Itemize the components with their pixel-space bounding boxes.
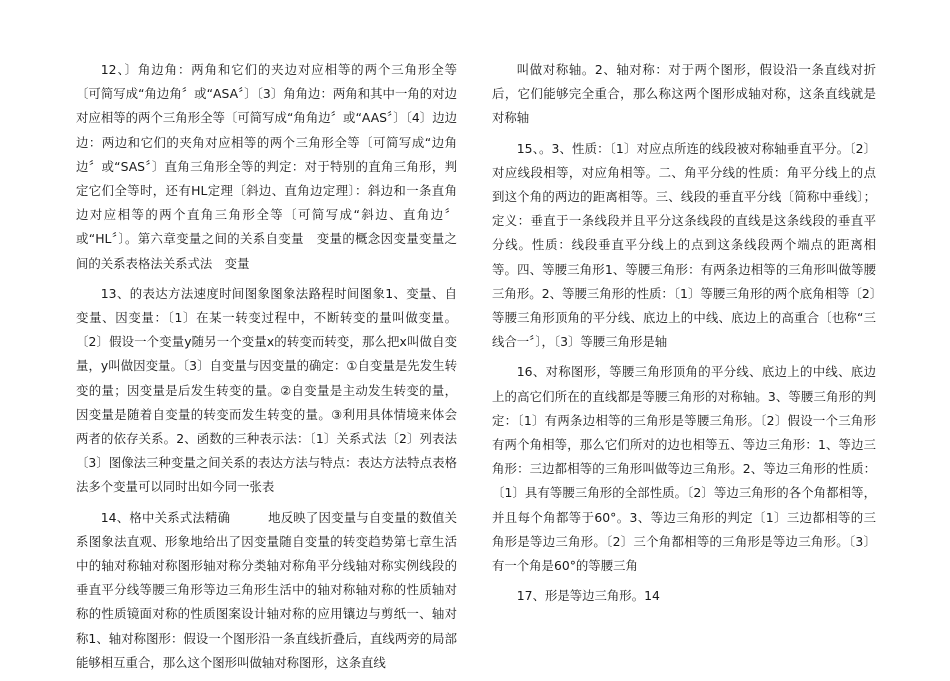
paragraph-14: 14、格中关系式法精确 地反映了因变量与自变量的数值关系图象法直观、形象地给出了因变量随自变量的转变趋势第七章生活中的轴对称轴对称图形轴对称分类轴对称角平分线轴对称实例线段的垂直平分线等腰三角形等边三角形生活中的轴对称轴对称的性质轴对称的性质镜面对称的性质图案设计轴对称的应用镶边与剪纸一、轴对称1、轴对称图形：假设一个图形沿一条直线折叠后，直线两旁的局部能够相互重合，那么这个图形叫做轴对称图形，这条直线 <box>76 509 457 670</box>
paragraph-13: 13、的表达方法速度时间图象图象法路程时间图象1、变量、自变量、因变量：〔1〕在某一转变过程中，不断转变的量叫做变量。〔2〕假设一个变量y随另一个变量x的转变而转变，那么把x叫做自变量，y叫做因变量。〔3〕自变量与因变量的确定：①自变量是先发生转变的量；因变量是后发生转变的量。②自变量是主动发生转变的量，因变量是随着自变量的转变而发生转变的量。③利用具体情境来体会两者的依存关系。2、函数的三种表示法：〔1〕关系式法〔2〕列表法〔3〕图像法三种变量之间关系的表达方法与特点：表达方法特点表格法多个变量可以同时出如今同一张表 <box>76 285 457 495</box>
paragraph-12: 12、〕角边角：两角和它们的夹边对应相等的两个三角形全等〔可简写成“角边角〞或“ASA〞〕〔3〕角角边：两角和其中一角的对边对应相等的两个三角形全等〔可简写成“角角边〞或“AAS〞〕〔4〕边边边：两边和它们的夹角对应相等的两个三角形全等〔可简写成“边角边〞或“SAS〞〕直角三角形全等的判定：对于特别的直角三角形，判定它们全等时，还有HL定理〔斜边、直角边定理〕：斜边和一条直角边对应相等的两个直角三角形全等〔可简写成“斜边、直角边〞或“HL〞〕。第六章变量之间的关系自变量 变量的概念因变量变量之间的关系表格法关系式法 变量 <box>76 62 457 271</box>
paragraph-16: 16、对称图形，等腰三角形顶角的平分线、底边上的中线、底边上的高它们所在的直线都是等腰三角形的对称轴。3、等腰三角形的判定：〔1〕有两条边相等的三角形是等腰三角形。〔2〕假设一个三角形有两个角相等，那么它们所对的边也相等五、等边三角形：1、等边三角形：三边都相等的三角形叫做等边三角形。2、等边三角形的性质：〔1〕具有等腰三角形的全部性质。〔2〕等边三角形的各个角都相等，并且每个角都等于60°。3、等边三角形的判定〔1〕三边都相等的三角形是等边三角形。〔2〕三个角都相等的三角形是等边三角形。〔3〕有一个角是60°的等腰三角 <box>492 364 876 574</box>
left-column <box>76 58 457 681</box>
paragraph-14-continued: 叫做对称轴。2、轴对称：对于两个图形，假设沿一条直线对折后，它们能够完全重合，那么称这两个图形成轴对称，这条直线就是对称轴 <box>492 62 876 126</box>
right-column <box>492 58 876 614</box>
paragraph-17: 17、形是等边三角形。14 <box>516 588 660 604</box>
paragraph-15: 15、。3、性质：〔1〕对应点所连的线段被对称轴垂直平分。〔2〕对应线段相等，对应角相等。二、角平分线的性质：角平分线上的点到这个角的两边的距离相等。三、线段的垂直平分线〔简称中垂线〕；定义：垂直于一条线段并且平分这条线段的直线是这条线段的垂直平分线。性质：线段垂直平分线上的点到这条线段两个端点的距离相等。四、等腰三角形1、等腰三角形：有两条边相等的三角形叫做等腰三角形。2、等腰三角形的性质：〔1〕等腰三角形的两个底角相等〔2〕等腰三角形顶角的平分线、底边上的中线、底边上的高重合〔也称“三线合一〞〕，〔3〕等腰三角形是轴 <box>492 140 876 350</box>
